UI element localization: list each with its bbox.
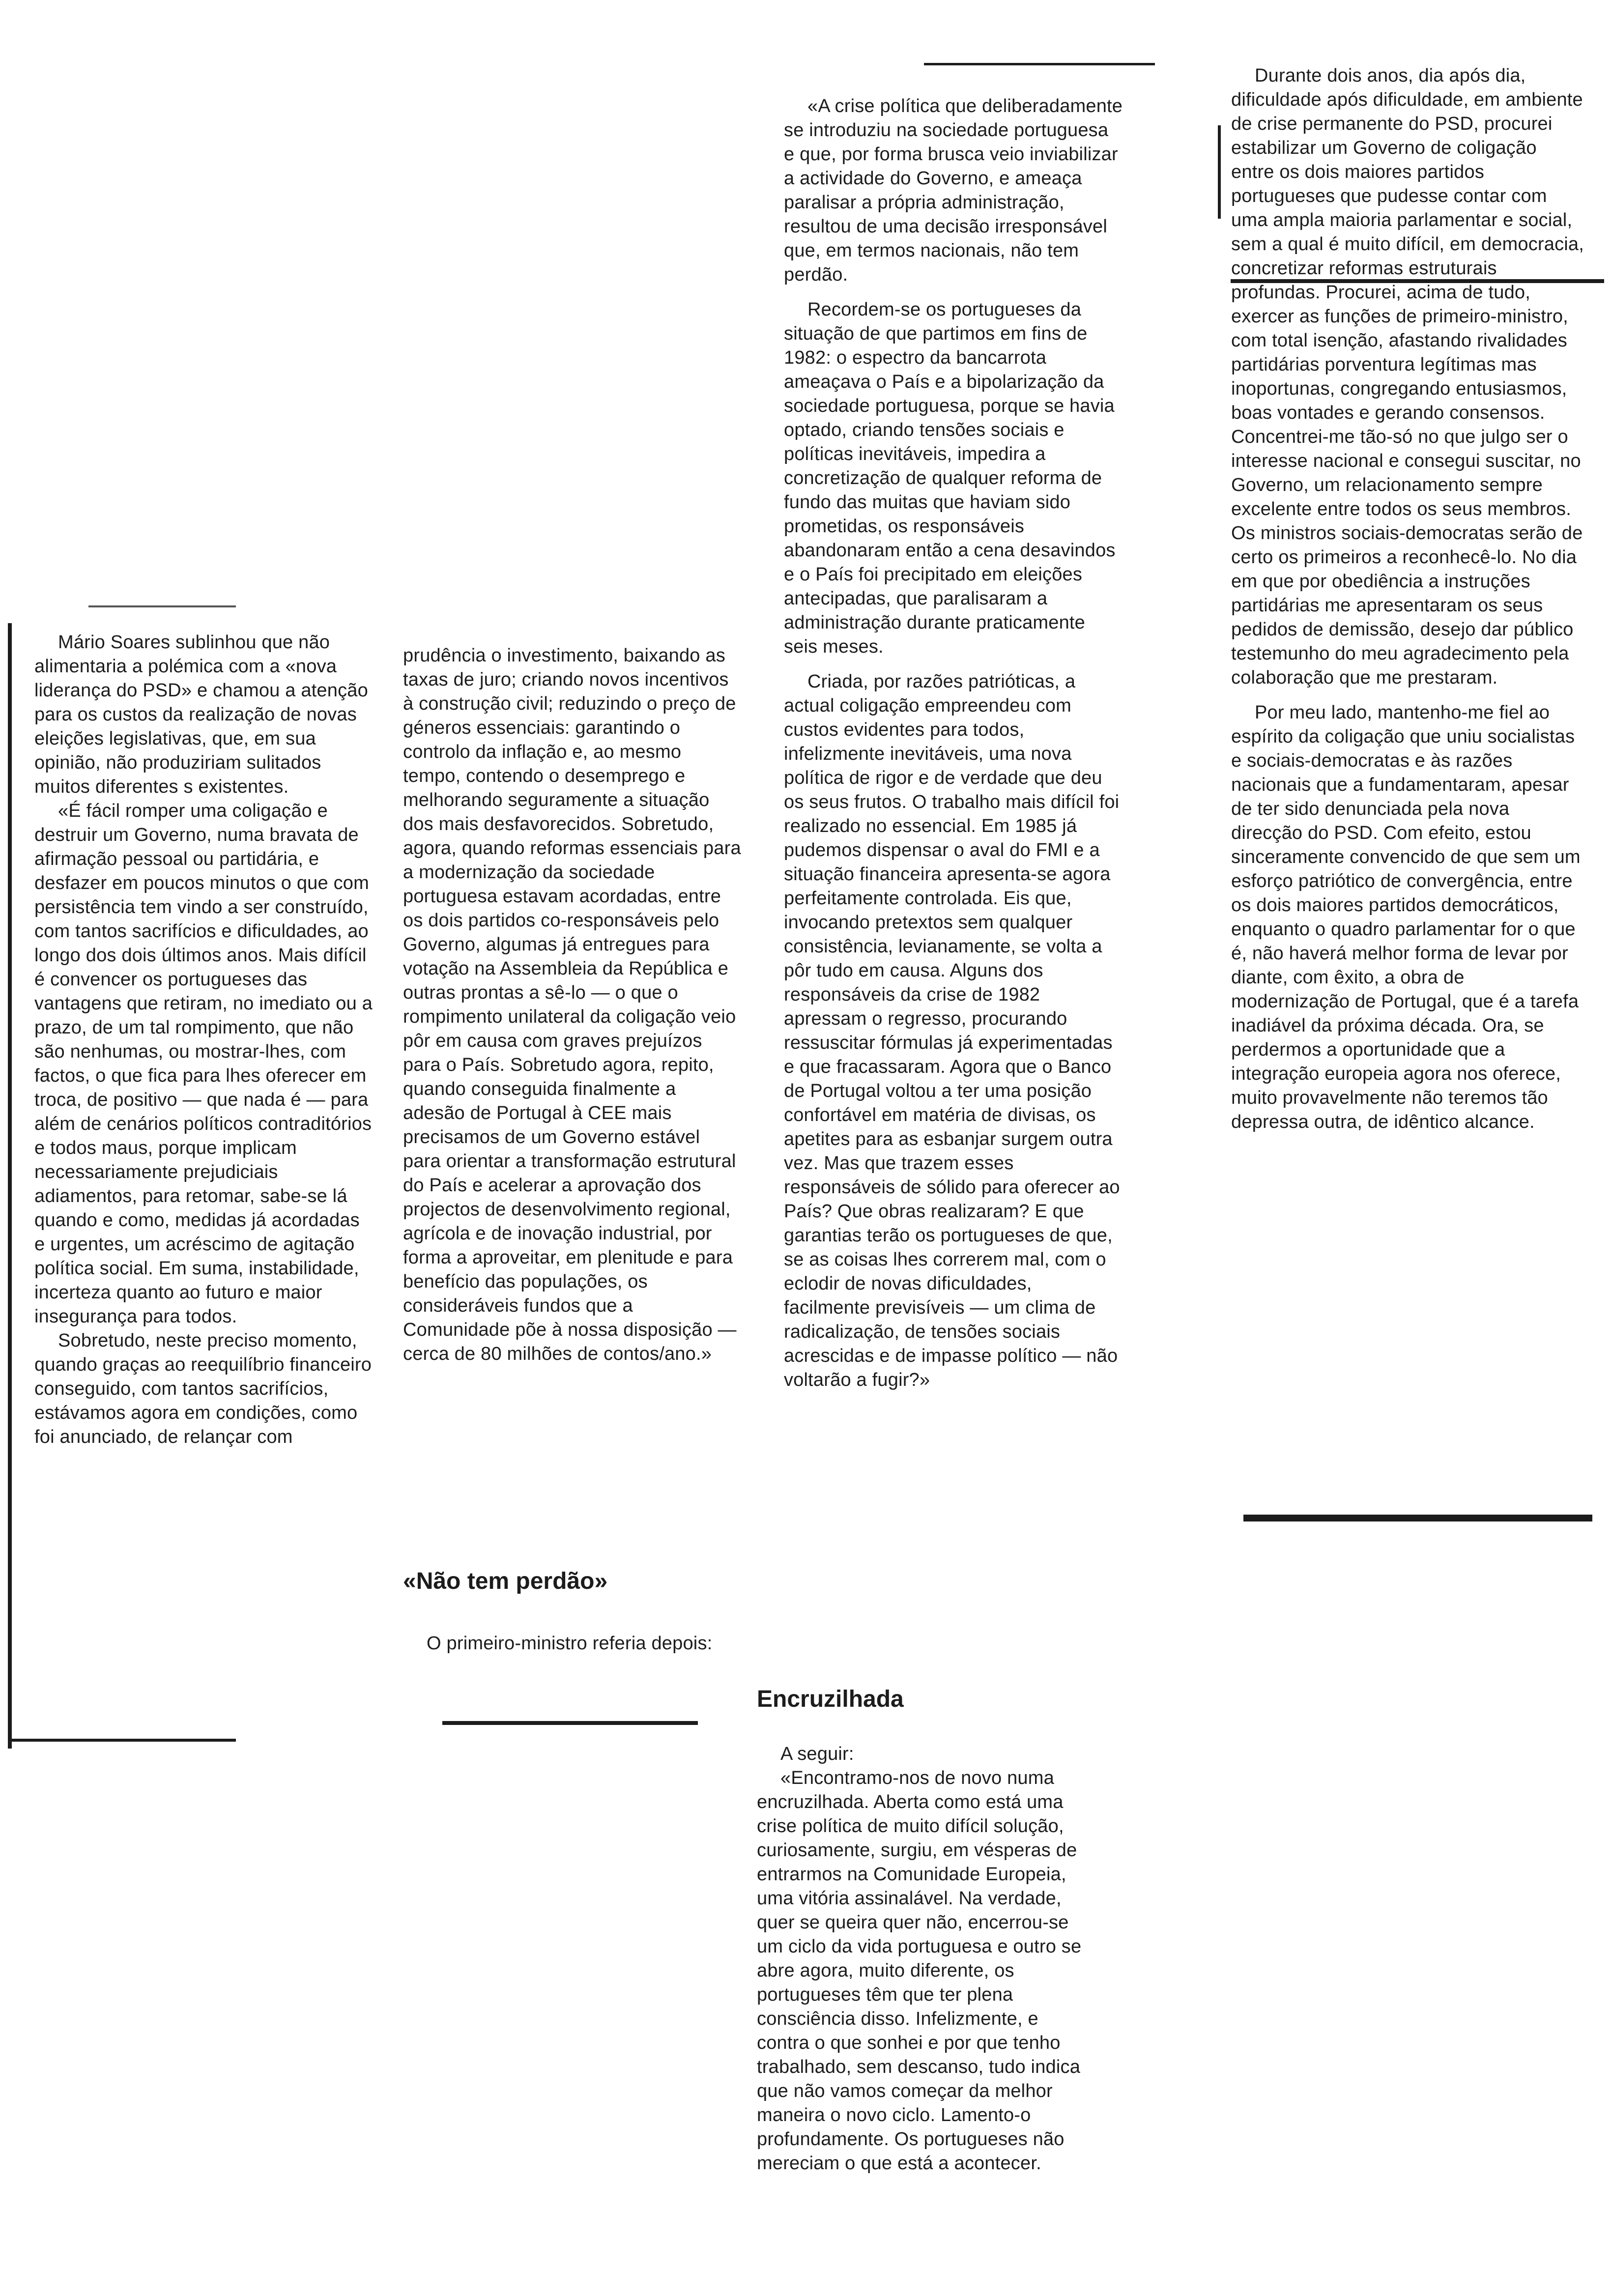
column-3-continued bbox=[757, 1742, 1096, 2176]
col1-paragraph-3: Sobretudo, neste preciso momento, quando graças ao reequilíbrio financeiro conseguido, com tantos sacrifícios, estávamos agora em condições, como foi anunciado, de relançar com bbox=[34, 1330, 372, 1447]
column-2-continued bbox=[403, 1632, 718, 1656]
col4-bottom-rule bbox=[1243, 1515, 1592, 1521]
top-edge-rule bbox=[924, 63, 1155, 65]
col3-paragraph-2: Recordem-se os portugueses da situação de que partimos em fins de 1982: o espectro da bancarrota ameaçava o País e a bipolarização da sociedade portuguesa, porque se havia optado, criando tensões sociais e políticas inevitáveis, impedira a concretização de qualquer reforma de fundo das muitas que haviam sido prometidas, os responsáveis abandonaram então a cena desavindos e o País foi precipitado em eleições antecipadas, que paralisaram a administração durante praticamente seis meses. bbox=[784, 299, 1116, 657]
col3-paragraph-4: A seguir: bbox=[780, 1744, 854, 1764]
col1-paragraph-1: Mário Soares sublinhou que não alimentaria a polémica com a «nova liderança do PSD» e chamou a atenção para os custos da realização de novas eleições legislativas, que, em sua opinião, não produziriam sulitados muitos diferentes s existentes. bbox=[34, 632, 368, 797]
col3-paragraph-5: «Encontramo-nos de novo numa encruzilhada. Aberta como está uma crise política de muito difícil solução, curiosamente, surgiu, em vésperas de entrarmos na Comunidade Europeia, uma vitória assinalável. Na verdade, quer se queira quer não, encerrou-se um ciclo da vida portuguesa e outro se abre agora, muito diferente, os portugueses têm que ter plena consciência disso. Infelizmente, e contra o que sonhei e por que tenho trabalhado, sem descanso, tudo indica que não vamos começar da melhor maneira o novo ciclo. Lamento-o profundamente. Os portugueses não mereciam o que está a acontecer. bbox=[757, 1768, 1082, 2174]
subhead-encruzilhada: Encruzilhada bbox=[757, 1686, 904, 1712]
col1-bottom-rule bbox=[12, 1739, 236, 1742]
col2-paragraph-1: prudência o investimento, baixando as taxas de juro; criando novos incentivos à construção civil; reduzindo o preço de géneros essenciais: garantindo o controlo da inflação e, ao mesmo tempo, contendo o desemprego e melhorando seguramente a situação dos mais desfavorecidos. Sobretudo, agora, quando reformas essenciais para a modernização da sociedade portuguesa estavam acordadas, entre os dois partidos co-responsáveis pelo Governo, algumas já entregues para votação na Assembleia da República e outras prontas a sê-lo — o que o rompimento unilateral da coligação veio pôr em causa com graves prejuízos para o País. Sobretudo agora, repito, quando conseguida finalmente a adesão de Portugal à CEE mais precisamos de um Governo estável para orientar a transformação estrutural do País e acelerar a aprovação dos projectos de desenvolvimento regional, agrícola e de inovação industrial, por forma a aproveitar, em plenitude e para benefício das populações, os consideráveis fundos que a Comunidade põe à nossa disposição — cerca de 80 milhões de contos/ano.» bbox=[403, 645, 741, 1364]
col2-paragraph-2: O primeiro-ministro referia depois: bbox=[427, 1633, 713, 1654]
subhead-nao-tem-perdao: «Não tem perdão» bbox=[403, 1568, 608, 1594]
col4-side-rule bbox=[1218, 125, 1221, 219]
column-3 bbox=[784, 94, 1123, 1392]
column-1 bbox=[34, 631, 374, 1449]
col1-side-rule bbox=[8, 623, 12, 1749]
scan-mark bbox=[88, 605, 236, 607]
column-4 bbox=[1231, 64, 1585, 1134]
col3-paragraph-3: Criada, por razões patrióticas, a actual coligação empreendeu com custos evidentes para todos, infelizmente inevitáveis, uma nova política de rigor e de verdade que deu os seus frutos. O trabalho mais difícil foi realizado no essencial. Em 1985 já pudemos dispensar o aval do FMI e a situação financeira apresenta-se agora perfeitamente controlada. Eis que, invocando pretextos sem qualquer consistência, levianamente, se volta a pôr tudo em causa. Alguns dos responsáveis da crise de 1982 apressam o regresso, procurando ressuscitar fórmulas já experimentadas e que fracassaram. Agora que o Banco de Portugal voltou a ter uma posição confortável em matéria de divisas, os apetites para as esbanjar surgem outra vez. Mas que trazem esses responsáveis de sólido para oferecer ao País? Que obras realizaram? E que garantias terão os portugueses de que, se as coisas lhes correrem mal, com o eclodir de novas dificuldades, facilmente previsíveis — um clima de radicalização, de tensões sociais acrescidas e de impasse político — não voltarão a fugir?» bbox=[784, 671, 1120, 1390]
column-2 bbox=[403, 644, 742, 1366]
col3-paragraph-1: «A crise política que deliberadamente se introduziu na sociedade portuguesa e que, por forma brusca veio inviabilizar a actividade do Governo, e ameaça paralisar a própria administração, resultou de uma decisão irresponsável que, em termos nacionais, não tem perdão. bbox=[784, 96, 1123, 285]
col4-paragraph-2: Por meu lado, mantenho-me fiel ao espírito da coligação que uniu socialistas e sociais-democratas e às razões nacionais que a fundamentaram, apesar de ter sido denunciada pela nova direcção do PSD. Com efeito, estou sinceramente convencido de que sem um esforço patriótico de convergência, entre os dois maiores partidos democráticos, enquanto o quadro parlamentar for o que é, não haverá melhor forma de levar por diante, com êxito, a obra de modernização de Portugal, que é a tarefa inadiável da próxima década. Ora, se perdermos a oportunidade que a integração europeia agora nos oferece, muito provavelmente não teremos tão depressa outra, de idêntico alcance. bbox=[1231, 702, 1581, 1132]
col4-paragraph-1: Durante dois anos, dia após dia, dificuldade após dificuldade, em ambiente de crise permanente do PSD, procurei estabilizar um Governo de coligação entre os dois maiores partidos portugueses que pudesse contar com uma ampla maioria parlamentar e social, sem a qual é muito difícil, em democracia, concretizar reformas estruturais profundas. Procurei, acima de tudo, exercer as funções de primeiro-ministro, com total isenção, afastando rivalidades partidárias porventura legítimas mas inoportunas, congregando entusiasmos, boas vontades e gerando consensos. Concentrei-me tão-só no que julgo ser o interesse nacional e consegui suscitar, no Governo, um relacionamento sempre excelente entre todos os seus membros. Os ministros sociais-democratas serão de certo os primeiros a reconhecê-lo. No dia em que por obediência a instruções partidárias me apresentaram os seus pedidos de demissão, desejo dar público testemunho do meu agradecimento pela colaboração que me prestaram. bbox=[1231, 65, 1584, 688]
col2-bottom-rule bbox=[442, 1721, 698, 1725]
col1-paragraph-2: «É fácil romper uma coligação e destruir um Governo, numa bravata de afirmação pessoal ou partidária, e desfazer em poucos minutos o que com persistência tem vindo a ser construído, com tantos sacrifícios e dificuldades, ao longo dos dois últimos anos. Mais difícil é convencer os portugueses das vantagens que retiram, no imediato ou a prazo, de um tal rompimento, que não são nenhumas, ou mostrar-lhes, com factos, o que fica para lhes oferecer em troca, de positivo — que nada é — para além de cenários políticos contraditórios e todos maus, porque implicam necessariamente prejudiciais adiamentos, para retomar, sabe-se lá quando e como, medidas já acordadas e urgentes, um acréscimo de agitação política social. Em suma, instabilidade, incerteza quanto ao futuro e maior insegurança para todos. bbox=[34, 801, 373, 1327]
